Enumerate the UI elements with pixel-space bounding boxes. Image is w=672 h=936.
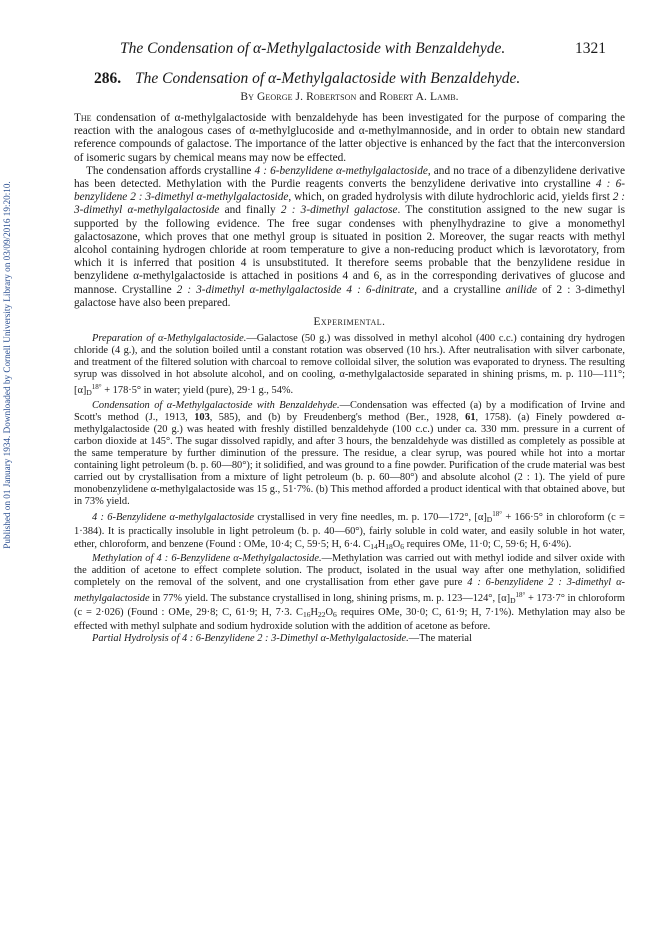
section-heading-experimental: Experimental. bbox=[313, 316, 386, 329]
formula-subscript: 22 bbox=[317, 610, 326, 620]
compound-dinitrate: 2 : 3-dimethyl α-methylgalactoside 4 : 6-dinitrate bbox=[176, 283, 415, 296]
compound-dimethyl-galactose: 2 : 3-dimethyl galactose bbox=[280, 204, 398, 217]
abstract bbox=[74, 112, 625, 310]
compound-benzylidene: 4 : 6-benzylidene α-methylgalactoside bbox=[254, 164, 428, 177]
subheading-methylation: Methylation of 4 : 6-Benzylidene α-Methylgalactoside. bbox=[92, 552, 322, 564]
formula-subscript: 14 bbox=[370, 541, 378, 551]
abstract-paragraph-1 bbox=[74, 112, 625, 165]
preparation-text: —Galactose (50 g.) was dissolved in methyl alcohol (400 c.c.) containing dry hydrogen chloride (4 g.), and the solution boiled until a constant rotation was observed (10 hrs.). After neutralisation with silver carbonate, and treatment of the filtered solution with charcoal to remove colloidal silver, the solution was evaporated to dryness. The resulting syrup was dissolved in hot absolute alcohol, and on cooling, α-methylgalactoside separated in shining prisms, m. p. 110—111°; [α] bbox=[74, 333, 625, 397]
paragraph-hydrolysis bbox=[74, 633, 625, 645]
citation-volume-2: 61 bbox=[465, 411, 476, 423]
formula-element: O bbox=[325, 607, 333, 619]
running-title: The Condensation of α-Methylgalactoside with Benzaldehyde. bbox=[120, 40, 506, 57]
formula-element: H bbox=[377, 538, 386, 550]
running-head bbox=[100, 40, 606, 60]
abstract-p2-e: , which, on graded hydrolysis with dilute hydrochloric acid, yields first bbox=[288, 191, 610, 204]
rotation-superscript: 18° bbox=[515, 590, 526, 599]
abstract-p2-m: of 2 : 3-dimethyl galactose have also been prepared. bbox=[74, 283, 625, 309]
article-number: 286. bbox=[94, 70, 122, 87]
methylation-text-2: in 77% yield. The substance crystallised in long, shining prisms, m. p. 123—124°, [α] bbox=[152, 592, 511, 604]
subheading-preparation: Preparation of α-Methylgalactoside. bbox=[92, 333, 247, 345]
formula-subscript: 16 bbox=[302, 610, 311, 620]
rotation-subscript: D bbox=[486, 515, 493, 525]
author-2: Robert A. Lamb. bbox=[379, 91, 459, 103]
formula-element: O bbox=[392, 538, 401, 550]
subheading-hydrolysis: Partial Hydrolysis of 4 : 6-Benzylidene 2 : 3-Dimethyl α-Methylgalactoside. bbox=[92, 633, 409, 645]
rotation-superscript: 18° bbox=[91, 383, 102, 392]
subheading-condensation: Condensation of α-Methylgalactoside with Benzaldehyde. bbox=[92, 399, 340, 411]
methylation-text-1: —Methylation was carried out with methyl iodide and silver oxide with the addition of acetone to effect complete solution. The product, isolated in the usual way after one methylation, solidified completely on the removal of the solvent, and one crystallisation from ether gave pure bbox=[74, 552, 625, 588]
compound-name-italic: 4 : 6-benzylidene 2 : 3-dimethyl α-methylgalactoside bbox=[74, 576, 625, 604]
formula-subscript: 6 bbox=[332, 610, 337, 620]
compound-anilide: anilide bbox=[505, 283, 538, 296]
abstract-paragraph-2 bbox=[74, 165, 625, 310]
page-number: 1321 bbox=[575, 40, 606, 57]
abstract-p2-c: , and no trace of a dibenzylidene derivative has been detected. Methylation with the Purdie reagents converts the benzylidene derivative into crystalline bbox=[74, 164, 625, 191]
abstract-lead-word: The bbox=[74, 112, 92, 124]
article-heading bbox=[94, 70, 625, 88]
methylation-text-4: requires OMe, 30·0; C, 61·9; H, 7·1%). Methylation may also be effected with methyl sulphate and sodium hydroxide solution with the addition of acetone as before. bbox=[74, 607, 625, 633]
rotation-subscript: D bbox=[510, 595, 516, 605]
author-by: By bbox=[240, 91, 255, 103]
condensation-text-2: , 585), and (b) by Freudenberg's method (Ber., 1928, bbox=[209, 411, 459, 423]
abstract-p2-i: . The constitution assigned to the new sugar is supported by the following evidence. The free sugar condenses with phenylhydrazine to give a monomethyl galactosazone, which proves that one methyl group is situated in position 2. Moreover, the sugar reacts with methyl alcohol containing hydrogen chloride at room temperature to give a non-reducing product which is lævorotatory, from which it is inferred that position 4 is unsubstituted. It therefore seems probable that the benzylidene residue in benzylidene α-methylgalactoside is attached in positions 4 and 6, as in the corresponding derivatives of glucose and mannose. Crystalline bbox=[74, 204, 625, 296]
author-1: George J. Robertson bbox=[257, 91, 357, 103]
rotation-superscript: 18° bbox=[492, 510, 503, 519]
preparation-text-2: + 178·5° in water; yield (pure), 29·1 g., 54%. bbox=[104, 385, 294, 397]
methylation-text-3: + 173·7° in chloroform (c = 2·026) (Found : OMe, 29·8; C, 61·9; H, 7·3. C bbox=[74, 592, 625, 619]
citation-volume-1: 103 bbox=[194, 411, 210, 423]
compound-dimethyl-methylgalactoside: 2 : 3-dimethyl α-methylgalactoside bbox=[74, 191, 625, 217]
condensation-text-3: , 1758). (a) Finely powdered α-methylgalactoside (20 g.) was heated with freshly distilled benzaldehyde (100 c.c.) under ca. 330 mm. pressure in a current of carbon dioxide at 145°. The sugar dissolved rapidly, and after 3 hours, the benzaldehyde was distilled as completely as possible at the same temperature by further diminution of the pressure. The residue, a clear syrup, was poured while hot into a mortar containing light petroleum (b. p. 60—80°); it solidified, and was ground to a fine powder. Purification of the crude material was best carried out by crystallisation from a mixture of light petroleum (b. p. 60—80°) and absolute alcohol (2 : 1). The yield of pure monobenzylidene α-methylgalactoside was 15 g., 51·7%. (b) This method afforded a product identical with that obtained above, but in 73% yield. bbox=[74, 411, 625, 508]
benzylidene-text-1: crystallised in very fine needles, m. p. 170—172°, [α] bbox=[257, 512, 487, 524]
hydrolysis-text: —The material bbox=[408, 633, 472, 645]
abstract-p1-text: condensation of α-methylgalactoside with benzaldehyde has been investigated for the purpose of comparing the reaction with the analogous cases of α-methylglucoside and α-methylmannoside, and in order to obtain new standard reference compounds of galactose. The importance of the latter objective is enhanced by the fact that the interconversion of isomeric sugars by chemical means may now be effected. bbox=[74, 112, 625, 164]
rotation-subscript: D bbox=[86, 388, 92, 398]
formula-subscript: 18 bbox=[385, 541, 393, 551]
benzylidene-text-3: requires OMe, 11·0; C, 59·6; H, 6·4%). bbox=[406, 538, 572, 550]
author-line bbox=[74, 91, 625, 103]
article-title: The Condensation of α-Methylgalactoside with Benzaldehyde. bbox=[135, 70, 521, 87]
abstract-p2-g: and finally bbox=[224, 204, 276, 217]
download-watermark-text: Published on 01 January 1934. Downloaded by Cornell University Library on 03/09/2016 19:20:10. bbox=[2, 181, 12, 549]
subheading-benzylidene: 4 : 6-Benzylidene α-methylgalactoside bbox=[92, 512, 254, 524]
benzylidene-text-2: + 166·5° in chloroform (c = 1·384). It is practically insoluble in light petroleum (b. p. 40—60°), fairly soluble in cold water, and easily soluble in hot water, ether, chloroform, and benzene (Found : OMe, 10·4; C, 59·5; H, 6·4. C bbox=[74, 512, 625, 550]
abstract-p2-k: , and a crystalline bbox=[414, 283, 501, 296]
compound-benzylidene-dimethyl: 4 : 6-benzylidene 2 : 3-dimethyl α-methylgalactoside bbox=[74, 178, 625, 204]
formula-subscript: 6 bbox=[400, 541, 405, 551]
article-content bbox=[74, 70, 625, 645]
paragraph-condensation bbox=[74, 400, 625, 509]
download-watermark bbox=[0, 150, 14, 580]
paragraph-methylation bbox=[74, 553, 625, 634]
abstract-p2-a: The condensation affords crystalline bbox=[86, 164, 252, 177]
formula-element: H bbox=[310, 607, 318, 619]
paragraph-preparation bbox=[74, 333, 625, 399]
author-and: and bbox=[359, 91, 377, 103]
condensation-text-1: —Condensation was effected (a) by a modification of Irvine and Scott's method (J., 1913, bbox=[74, 399, 625, 423]
experimental-body bbox=[74, 333, 625, 645]
paragraph-benzylidene bbox=[74, 508, 625, 552]
